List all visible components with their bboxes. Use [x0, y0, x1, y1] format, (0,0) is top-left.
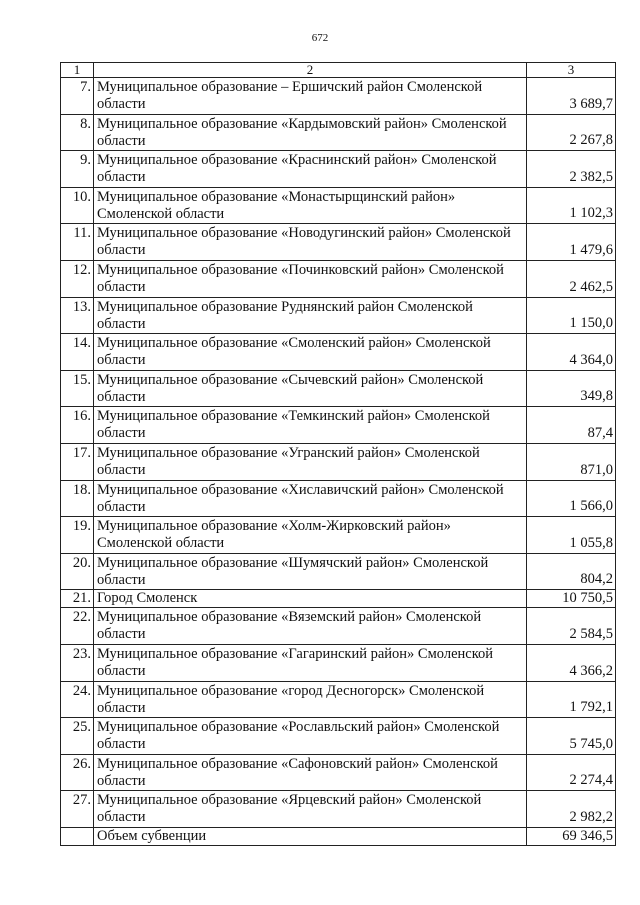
page-number: 672	[311, 32, 329, 44]
table-row	[61, 187, 616, 224]
subvention-value: 2 584,5	[527, 608, 616, 645]
subvention-value: 1 055,8	[527, 517, 616, 554]
table-row	[61, 78, 616, 115]
table-row	[61, 517, 616, 554]
municipality-name: Муниципальное образование «Вяземский район» Смоленской области	[94, 608, 527, 645]
table-row	[61, 553, 616, 590]
row-number: 20.	[61, 553, 94, 590]
municipality-name: Муниципальное образование – Ершичский район Смоленской области	[94, 78, 527, 115]
row-number: 13.	[61, 297, 94, 334]
table-row	[61, 608, 616, 645]
subvention-value: 1 792,1	[527, 681, 616, 718]
table-row	[61, 827, 616, 845]
municipality-name: Муниципальное образование «Холм-Жирковский район» Смоленской области	[94, 517, 527, 554]
table-row	[61, 681, 616, 718]
subvention-value: 1 479,6	[527, 224, 616, 261]
municipality-name: Объем субвенции	[94, 827, 527, 845]
table-row	[61, 114, 616, 151]
subvention-value: 2 462,5	[527, 260, 616, 297]
row-number: 7.	[61, 78, 94, 115]
table-row	[61, 334, 616, 371]
subvention-value: 1 102,3	[527, 187, 616, 224]
table-row	[61, 443, 616, 480]
row-number: 17.	[61, 443, 94, 480]
municipality-name: Муниципальное образование «Сычевский район» Смоленской области	[94, 370, 527, 407]
municipality-name: Муниципальное образование «Хиславичский район» Смоленской области	[94, 480, 527, 517]
municipality-name: Муниципальное образование «Кардымовский район» Смоленской области	[94, 114, 527, 151]
municipality-name: Муниципальное образование «Новодугинский район» Смоленской области	[94, 224, 527, 261]
row-number	[61, 827, 94, 845]
subvention-value: 804,2	[527, 553, 616, 590]
subvention-table	[60, 62, 616, 846]
table-row	[61, 151, 616, 188]
municipality-name: Муниципальное образование «город Десногорск» Смоленской области	[94, 681, 527, 718]
municipality-name: Муниципальное образование «Краснинский район» Смоленской области	[94, 151, 527, 188]
municipality-name: Город Смоленск	[94, 590, 527, 608]
municipality-name: Муниципальное образование «Монастырщинский район» Смоленской области	[94, 187, 527, 224]
municipality-name: Муниципальное образование «Починковский район» Смоленской области	[94, 260, 527, 297]
row-number: 21.	[61, 590, 94, 608]
row-number: 11.	[61, 224, 94, 261]
subvention-value: 10 750,5	[527, 590, 616, 608]
row-number: 8.	[61, 114, 94, 151]
row-number: 18.	[61, 480, 94, 517]
row-number: 25.	[61, 718, 94, 755]
table-row	[61, 590, 616, 608]
row-number: 22.	[61, 608, 94, 645]
subvention-value: 2 982,2	[527, 791, 616, 828]
subvention-value: 2 267,8	[527, 114, 616, 151]
table-row	[61, 644, 616, 681]
table-row	[61, 754, 616, 791]
municipality-name: Муниципальное образование «Сафоновский район» Смоленской области	[94, 754, 527, 791]
row-number: 15.	[61, 370, 94, 407]
row-number: 10.	[61, 187, 94, 224]
row-number: 24.	[61, 681, 94, 718]
subvention-value: 5 745,0	[527, 718, 616, 755]
municipality-name: Муниципальное образование «Гагаринский район» Смоленской области	[94, 644, 527, 681]
header-col-2: 2	[94, 63, 527, 78]
table-row	[61, 224, 616, 261]
municipality-name: Муниципальное образование «Ярцевский район» Смоленской области	[94, 791, 527, 828]
row-number: 9.	[61, 151, 94, 188]
table-row	[61, 297, 616, 334]
table-row	[61, 791, 616, 828]
table-row	[61, 480, 616, 517]
subvention-value: 2 274,4	[527, 754, 616, 791]
subvention-value: 3 689,7	[527, 78, 616, 115]
municipality-name: Муниципальное образование «Смоленский район» Смоленской области	[94, 334, 527, 371]
subvention-value: 349,8	[527, 370, 616, 407]
row-number: 26.	[61, 754, 94, 791]
table-row	[61, 718, 616, 755]
row-number: 19.	[61, 517, 94, 554]
subvention-value: 1 566,0	[527, 480, 616, 517]
subvention-value: 87,4	[527, 407, 616, 444]
header-col-1: 1	[61, 63, 94, 78]
municipality-name: Муниципальное образование «Темкинский район» Смоленской области	[94, 407, 527, 444]
row-number: 12.	[61, 260, 94, 297]
row-number: 14.	[61, 334, 94, 371]
subvention-value: 871,0	[527, 443, 616, 480]
row-number: 16.	[61, 407, 94, 444]
municipality-name: Муниципальное образование «Шумячский район» Смоленской области	[94, 553, 527, 590]
subvention-value: 1 150,0	[527, 297, 616, 334]
table-header-row	[61, 63, 616, 78]
table-row	[61, 407, 616, 444]
table-row	[61, 260, 616, 297]
row-number: 27.	[61, 791, 94, 828]
header-col-3: 3	[527, 63, 616, 78]
subvention-value: 2 382,5	[527, 151, 616, 188]
municipality-name: Муниципальное образование «Угранский район» Смоленской области	[94, 443, 527, 480]
subvention-value: 69 346,5	[527, 827, 616, 845]
table-row	[61, 370, 616, 407]
municipality-name: Муниципальное образование «Рославльский район» Смоленской области	[94, 718, 527, 755]
subvention-value: 4 366,2	[527, 644, 616, 681]
row-number: 23.	[61, 644, 94, 681]
municipality-name: Муниципальное образование Руднянский район Смоленской области	[94, 297, 527, 334]
subvention-value: 4 364,0	[527, 334, 616, 371]
